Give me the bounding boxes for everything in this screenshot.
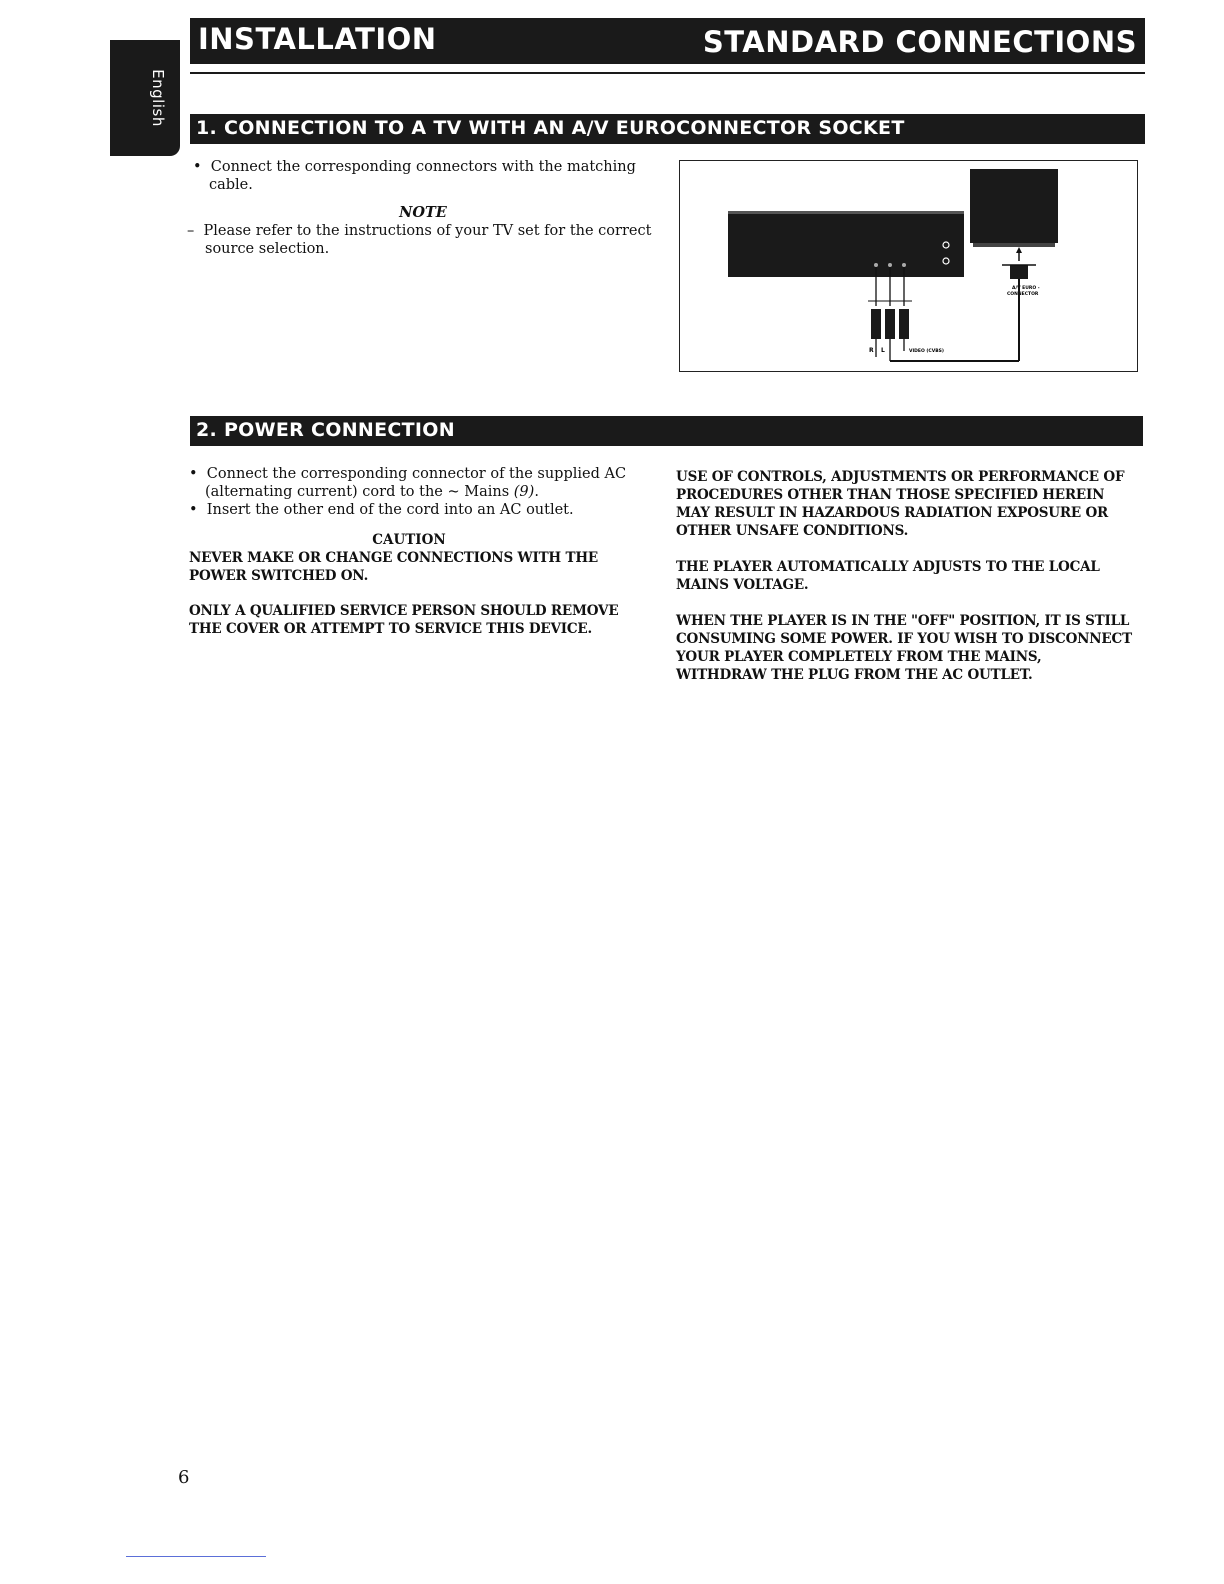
rca-jack-video <box>902 263 906 267</box>
section2-title: 2. POWER CONNECTION <box>196 419 455 441</box>
note-text: – Please refer to the instructions of your TV set for the correct source selection. <box>187 223 652 257</box>
label-r: R <box>869 347 874 354</box>
caution-heading: CAUTION <box>372 532 446 548</box>
euro-connector-plug <box>1010 265 1028 279</box>
section2-right-column <box>676 468 1134 684</box>
warning-text-3: WHEN THE PLAYER IS IN THE "OFF" POSITION, IT IS STILL CONSUMING SOME POWER. IF YOU WISH TO DISCONNECT YOUR PLAYER COMPLETELY FROM THE MAINS, WITHDRAW THE PLUG FROM THE AC OUTLET. <box>676 613 1132 683</box>
language-tab <box>110 40 180 156</box>
euro-arrow-head <box>1016 247 1022 253</box>
mains-reference: (9) <box>513 484 535 500</box>
power-bullet-2: • Insert the other end of the cord into an AC outlet. <box>189 502 574 518</box>
caution-text-2: ONLY A QUALIFIED SERVICE PERSON SHOULD REMOVE THE COVER OR ATTEMPT TO SERVICE THIS DEVICE. <box>189 603 619 637</box>
section2-left-column <box>189 465 629 638</box>
rca-jack-r <box>874 263 878 267</box>
tv-base <box>973 243 1055 247</box>
section1-title: 1. CONNECTION TO A TV WITH AN A/V EUROCONNECTOR SOCKET <box>196 117 905 139</box>
dvd-player-body <box>728 213 964 277</box>
euro-connector-label-2: CONNECTOR <box>1007 292 1039 297</box>
rca-plug-r <box>871 309 881 339</box>
note-heading: NOTE <box>399 204 447 221</box>
label-l: L <box>881 347 885 354</box>
connection-diagram-svg <box>680 161 1137 371</box>
dvd-player-top-edge <box>728 211 964 214</box>
label-video: VIDEO (CVBS) <box>909 349 944 354</box>
language-label: English <box>149 69 167 127</box>
euro-connector-label-1: A/V EURO - <box>1012 286 1040 291</box>
power-bullet-1: • Connect the corresponding connector of the supplied AC (alternating current) cord to the ~ Mains (9). <box>189 466 627 500</box>
tv-screen <box>970 169 1058 243</box>
rca-jack-l <box>888 263 892 267</box>
connection-diagram <box>679 160 1138 372</box>
section1-bullet: • Connect the corresponding connectors with the matching cable. <box>193 159 636 193</box>
warning-text-1: USE OF CONTROLS, ADJUSTMENTS OR PERFORMANCE OF PROCEDURES OTHER THAN THOSE SPECIFIED HEREIN MAY RESULT IN HAZARDOUS RADIATION EXPOSURE OR OTHER UNSAFE CONDITIONS. <box>676 469 1125 539</box>
header-left-title: INSTALLATION <box>198 22 437 56</box>
warning-text-2: THE PLAYER AUTOMATICALLY ADJUSTS TO THE LOCAL MAINS VOLTAGE. <box>676 559 1100 593</box>
page-number: 6 <box>178 1467 190 1488</box>
header-rule <box>190 72 1145 74</box>
rca-plug-l <box>885 309 895 339</box>
footer-rule <box>126 1556 266 1557</box>
header-bar <box>190 18 1145 64</box>
section2-heading-bar <box>190 416 1143 446</box>
section1-heading-bar <box>190 114 1145 144</box>
caution-text-1: NEVER MAKE OR CHANGE CONNECTIONS WITH THE POWER SWITCHED ON. <box>189 550 598 584</box>
section1-text <box>187 158 653 258</box>
rca-plug-video <box>899 309 909 339</box>
header-right-title: STANDARD CONNECTIONS <box>702 25 1137 59</box>
